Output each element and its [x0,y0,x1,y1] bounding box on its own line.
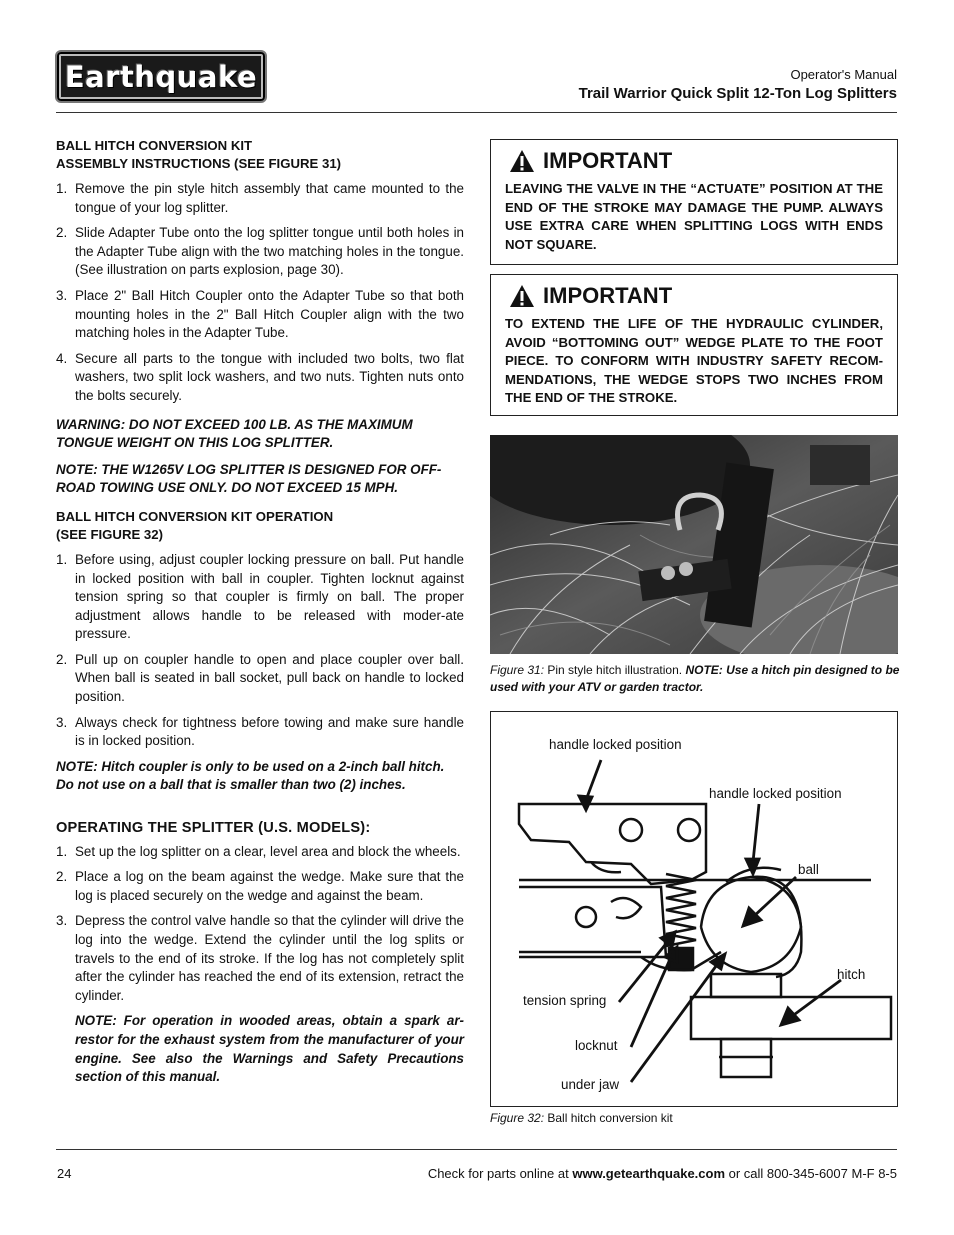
left-column [56,137,464,1087]
warning-triangle-icon [509,149,535,173]
label-handle-locked-2: handle locked position [709,786,842,801]
operation-steps [56,551,464,751]
label-tension-spring: tension spring [523,993,607,1008]
note-offroad: NOTE: THE W1265V LOG SPLITTER IS DESIGNED FOR OFF-ROAD TOWING USE ONLY. DO NOT EXCEED 15 MPH. [56,461,442,496]
list-item: 2. Pull up on coupler handle to open and place coupler over ball. When ball is seated in ball socket, pull back on handle to locked position. [56,651,464,705]
warning-triangle-icon [509,284,535,308]
note-ball-size: NOTE: Hitch coupler is only to be used on a 2-inch ball hitch. Do not use on a ball that is smaller than two (2) inches. [56,758,445,793]
splitter-heading: OPERATING THE SPLITTER (U.S. MODELS): [56,820,371,837]
assembly-steps [56,180,464,406]
list-item: 3. Place 2" Ball Hitch Coupler onto the Adapter Tube so that both mounting holes in the 2" Ball Hitch Coupler align with the two matching holes in the Adapter Tube. [56,287,464,341]
list-item: 1. Remove the pin style hitch assembly that came mounted to the tongue of your log splitter. [56,181,464,215]
list-item: 3. Depress the control valve handle so that the cylinder will drive the log into the wedge. Extend the cylinder until the log splits or travels to the end of its stroke. If the log has not completely split after the cylinder has reached the end of its extension, retract the cylinder. [56,913,464,1003]
page-number: 24 [57,1166,72,1181]
label-locknut: locknut [575,1038,618,1053]
figure-31-caption: Figure 31: Pin style hitch illustration. NOTE: Use a hitch pin designed to be used with your ATV or garden tractor. [490,663,900,694]
important-body: LEAVING THE VALVE IN THE “ACTUATE” POSITION AT THE END OF THE STROKE MAY DAMAGE THE PUMP. ALWAYS USE EXTRA CARE WHEN SPLITTING LOGS WITH ENDS NOT SQUARE. [505,181,883,252]
logo-text: Earthquake [64,59,258,94]
list-item: 3. Always check for tightness before towing and make sure handle is in locked position. [56,714,464,749]
list-item: 2. Place a log on the beam against the wedge. Make sure that the log is placed securely on the wedge and against the beam. [56,869,464,903]
list-item: 4. Secure all parts to the tongue with included two bolts, two flat washers, two split lock washers, and two nuts. Tighten nuts onto the bolts securely. [56,350,464,403]
important-title: IMPORTANT [491,140,897,174]
header-right [579,67,897,102]
footer-rule [56,1149,897,1150]
model-title: Trail Warrior Quick Split 12-Ton Log Splitters [578,85,897,102]
important-box-valve [490,139,898,265]
website-link[interactable]: www.getearthquake.com [572,1166,726,1181]
label-hitch: hitch [837,967,866,982]
manual-label: Operator's Manual [790,67,897,82]
operation-heading: BALL HITCH CONVERSION KIT OPERATION (SEE FIGURE 32) [56,508,334,542]
figure-32-caption: Figure 32: Ball hitch conversion kit [490,1111,673,1125]
label-ball: ball [798,862,819,877]
warning-tongue-weight: WARNING: DO NOT EXCEED 100 LB. AS THE MAXIMUM TONGUE WEIGHT ON THIS LOG SPLITTER. [56,416,413,451]
kit-heading: BALL HITCH CONVERSION KIT ASSEMBLY INSTRUCTIONS (SEE FIGURE 31) [56,138,342,171]
list-item: 2. Slide Adapter Tube onto the log splitter tongue until both holes in the Adapter Tube align with the two matching holes in the tongue. (See illustration on parts explosion, page 30). [56,225,464,278]
label-under-jaw: under jaw [561,1077,620,1092]
earthquake-logo [55,50,267,103]
header-rule [56,112,897,113]
note-spark-arrestor: NOTE: For operation in wooded areas, obtain a spark ar-restor for the exhaust system from the manufacturer of your engine. See also the Warnings and Safety Precautions section of this manual. [75,1013,464,1085]
ball-hitch-diagram [490,711,898,1107]
important-box-cylinder [490,274,898,416]
splitter-steps [56,843,464,1006]
pin-hitch-photo [490,435,898,654]
footer-contact: Check for parts online at www.getearthquake.com or call 800-345-6007 M-F 8-5 [427,1166,897,1181]
list-item: 1. Set up the log splitter on a clear, level area and block the wheels. [56,843,461,859]
list-item: 1. Before using, adjust coupler locking pressure on ball. Put handle in locked position with ball in coupler. Tighten locknut against tension spring so that coupler is firmly on ball. The proper adjustment allows handle to be released with moder-ate pressure. [56,551,464,642]
important-title: IMPORTANT [491,275,897,309]
important-body: TO EXTEND THE LIFE OF THE HYDRAULIC CYLINDER, AVOID “BOTTOMING OUT” WEDGE PLATE TO THE FOOT PIECE. TO CONFORM WITH INDUSTRY SAFETY RECOM-MENDATIONS, THE WEDGE STOPS TWO INCHES FROM THE END OF THE STROKE. [505,316,883,406]
label-handle-locked-1: handle locked position [549,737,682,752]
